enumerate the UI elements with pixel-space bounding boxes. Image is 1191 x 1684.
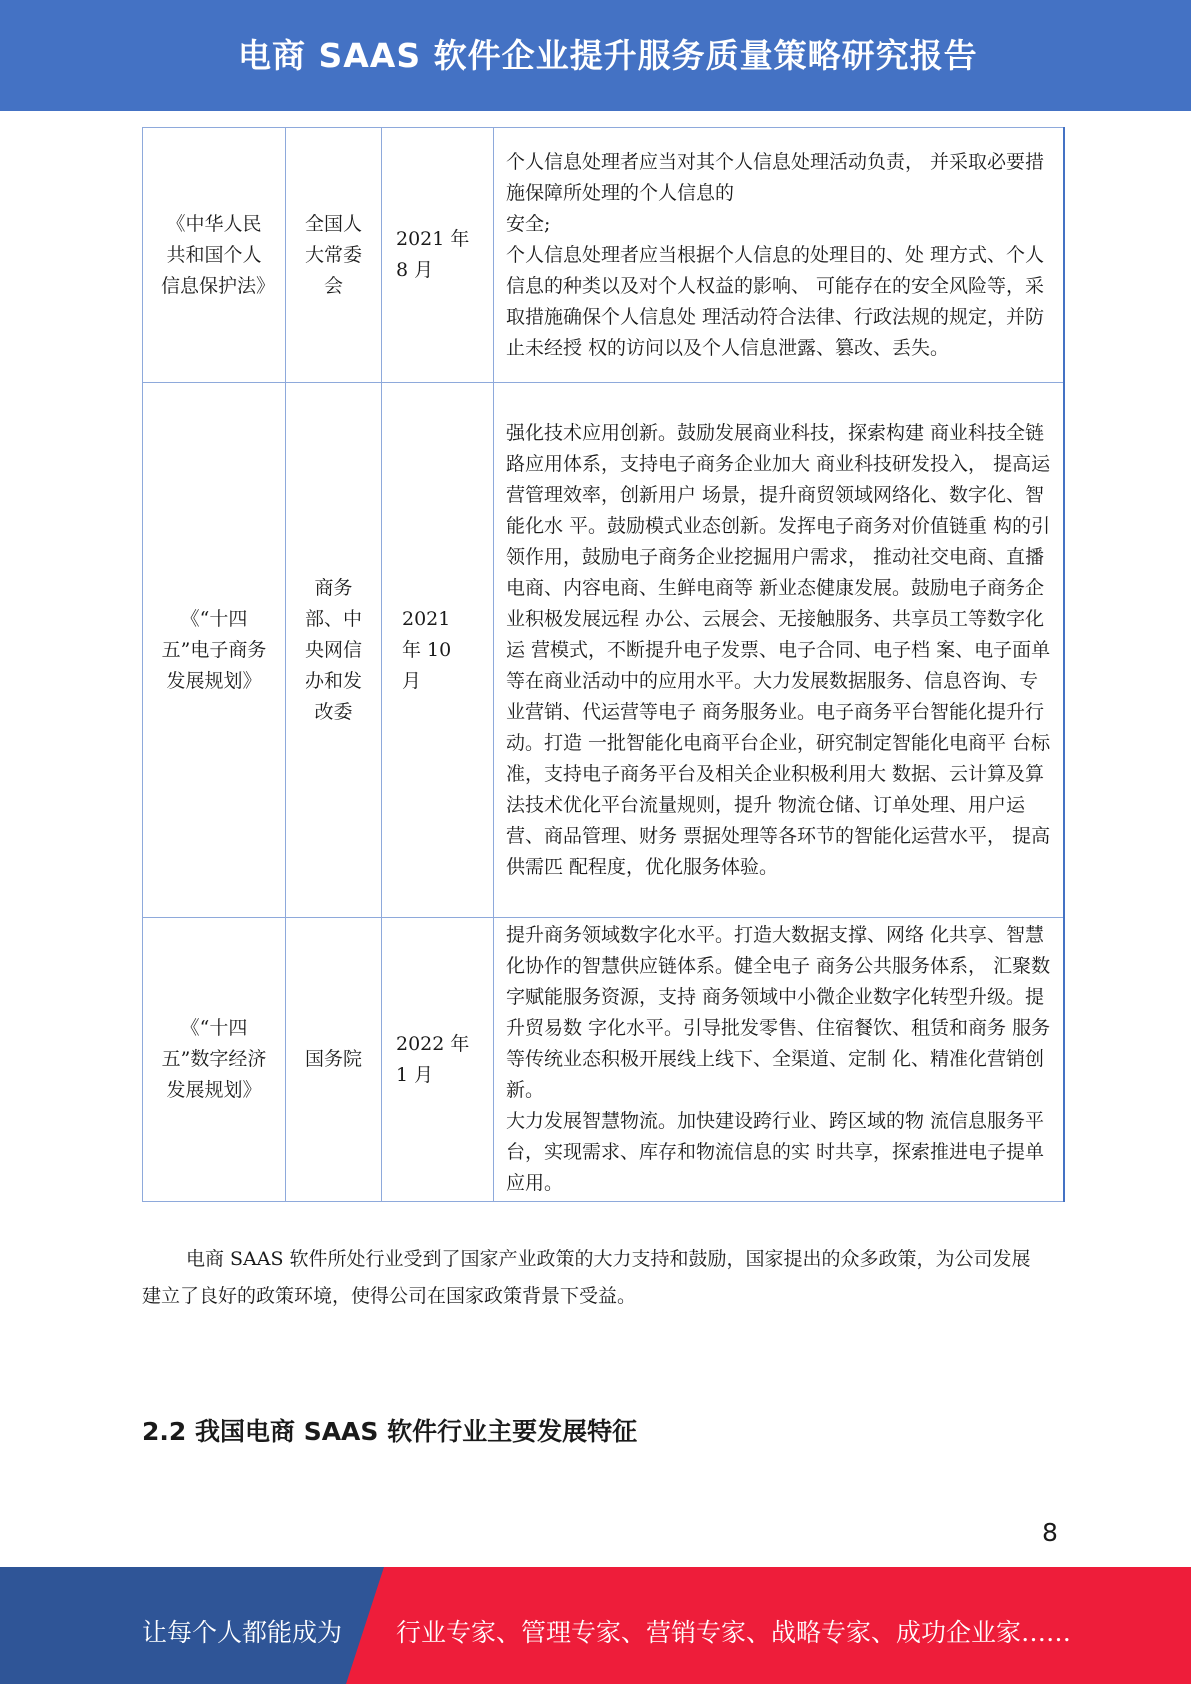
policy-name-cell: 《中华人民共和国个人信息保护法》 [143, 128, 286, 383]
issuer-cell: 国务院 [286, 918, 382, 1202]
policy-content-cell [494, 383, 1064, 918]
footer-slogan-right: 行业专家、管理专家、营销专家、战略专家、成功企业家…… [396, 1618, 1072, 1647]
body-paragraph: 电商 SAAS 软件所处行业受到了国家产业政策的大力支持和鼓励，国家提出的众多政策，为公司发展建立了良好的政策环境，使得公司在国家政策背景下受益。 [142, 1248, 1031, 1307]
section-heading: 2.2 我国电商 SAAS 软件行业主要发展特征 [142, 1417, 638, 1446]
policy-content-cell [494, 918, 1064, 1202]
content-paragraph: 提升商务领域数字化水平。打造大数据支撑、网络 化共享、智慧化协作的智慧供应链体系。健全电子 商务公共服务体系， 汇聚数字赋能服务资源，支持 商务领域中小微企业数字化转型升级。提升贸易数 字化水平。引导批发零售、住宿餐饮、租赁和商务 服务等传统业态积极开展线上线下、全渠道、定制 化、精准化营销创新。 [506, 924, 1051, 1101]
content-paragraph: 个人信息处理者应当根据个人信息的处理目的、处 理方式、个人信息的种类以及对个人权益的影响、 可能存在的安全风险等，采取措施确保个人信息处 理活动符合法律、行政法规的规定，并防止未经授 权的访问以及个人信息泄露、篡改、丢失。 [506, 243, 1045, 359]
issuer-cell: 商务部、中央网信办和发改委 [286, 383, 382, 918]
policy-content-cell [494, 128, 1064, 383]
content-paragraph: 强化技术应用创新。鼓励发展商业科技，探索构建 商业科技全链路应用体系，支持电子商务企业加大 商业科技研发投入， 提高运营管理效率，创新用户 场景，提升商贸领域网络化、数字化、智能化水 平。鼓励模式业态创新。发挥电子商务对价值链重 构的引领作用，鼓励电子商务企业挖掘用户需求， 推动社交电商、直播电商、内容电商、生鲜电商等 新业态健康发展。鼓励电子商务企业积极发展远程 办公、云展会、无接触服务、共享员工等数字化运 营模式，不断提升电子发票、电子合同、电子档 案、电子面单等在商业活动中的应用水平。大力发展数据服务、信息咨询、专业营销、代运营等电子 商务服务业。电子商务平台智能化提升行动。打造 一批智能化电商平台企业，研究制定智能化电商平 台标准，支持电子商务平台及相关企业积极利用大 数据、云计算及算法技术优化平台流量规则，提升 物流仓储、订单处理、用户运营、商品管理、财务 票据处理等各环节的智能化运营水平， 提高供需匹 配程度，优化服务体验。 [506, 421, 1051, 878]
date-cell: 2021 年 10 月 [382, 383, 494, 918]
policy-name-cell: 《“十四五”数字经济发展规划》 [143, 918, 286, 1202]
table-row [143, 383, 1064, 918]
date-cell: 2021 年 8 月 [382, 128, 494, 383]
footer-slogan-left: 让每个人都能成为 [142, 1618, 343, 1647]
table-row [143, 128, 1064, 383]
policy-name-cell: 《“十四五”电子商务发展规划》 [143, 383, 286, 918]
page-number: 8 [1042, 1518, 1058, 1547]
policy-table [142, 127, 1065, 1202]
date-cell: 2022 年 1 月 [382, 918, 494, 1202]
report-title: 电商 SAAS 软件企业提升服务质量策略研究报告 [238, 36, 978, 75]
issuer-cell: 全国人大常委会 [286, 128, 382, 383]
table-row [143, 918, 1064, 1202]
content-paragraph: 个人信息处理者应当对其个人信息处理活动负责， 并采取必要措施保障所处理的个人信息的 [506, 150, 1045, 204]
content-paragraph: 安全; [506, 212, 551, 235]
content-paragraph: 大力发展智慧物流。加快建设跨行业、跨区域的物 流信息服务平台，实现需求、库存和物流信息的实 时共享，探索推进电子提单应用。 [506, 1110, 1045, 1194]
